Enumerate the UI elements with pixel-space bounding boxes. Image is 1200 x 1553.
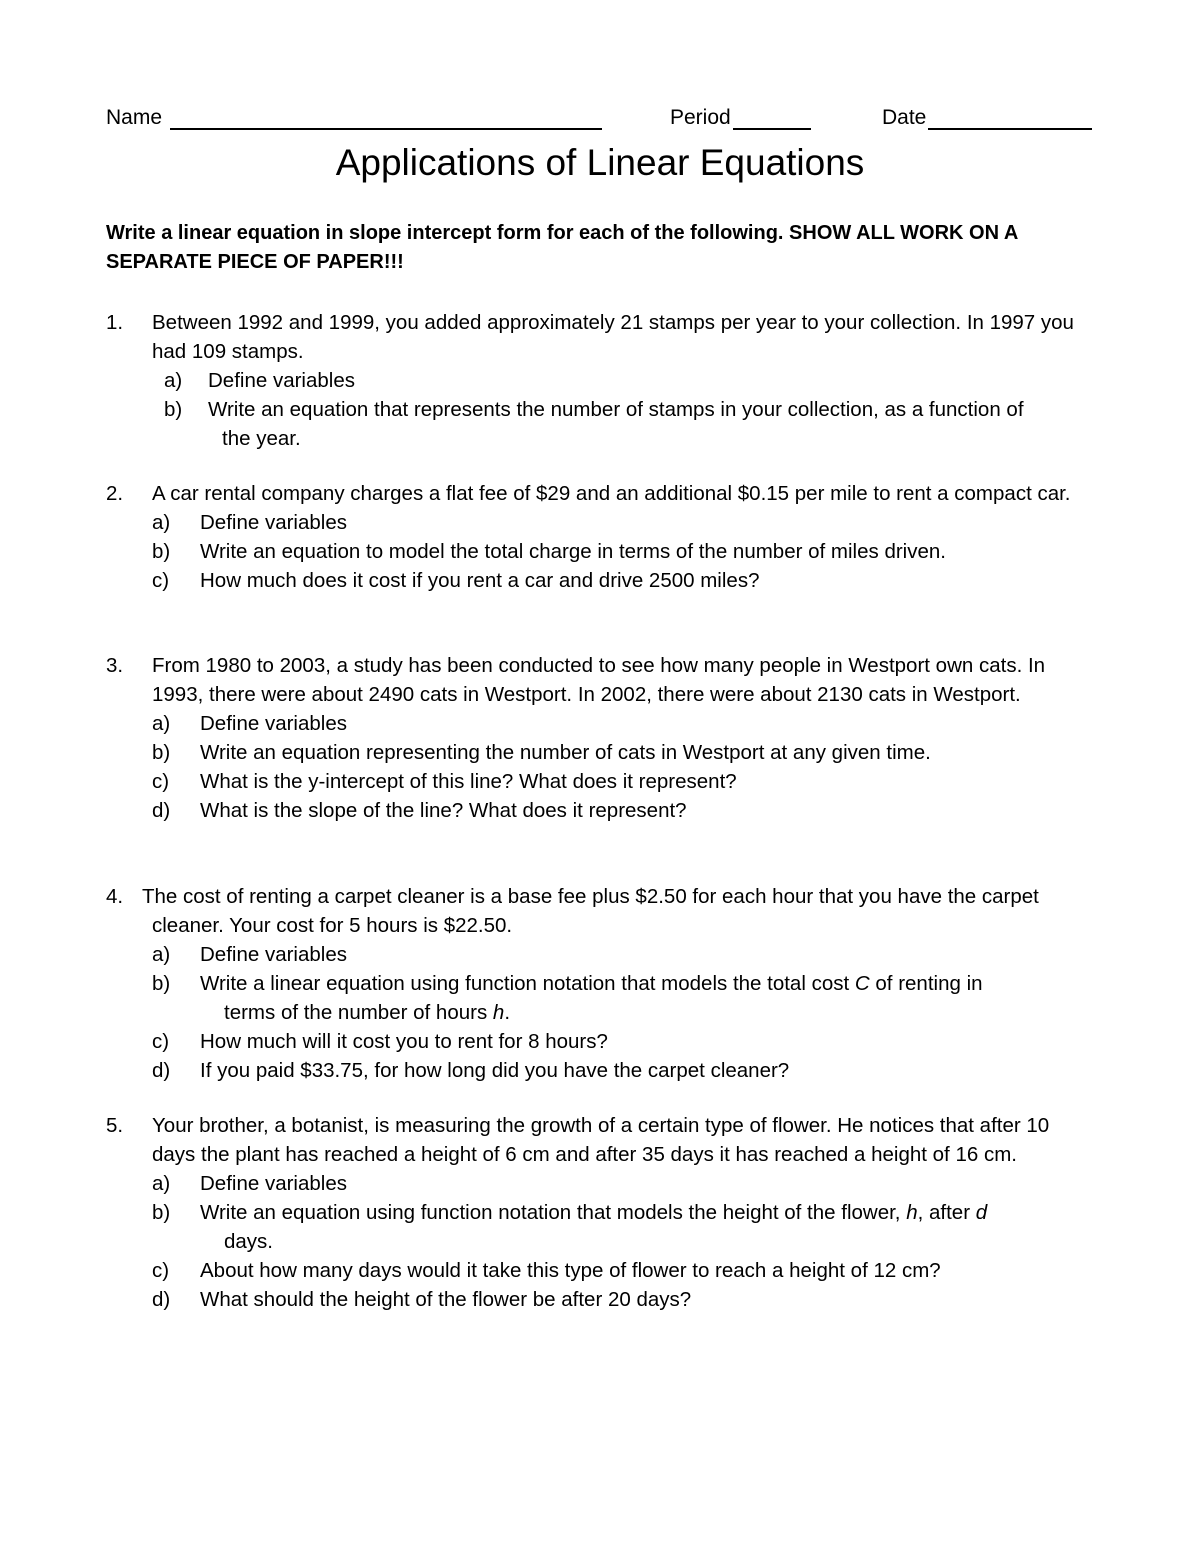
sub-text-line-2: the year. [222, 427, 301, 450]
period-field[interactable] [670, 106, 811, 130]
name-label: Name [106, 106, 163, 129]
question-5 [106, 1111, 1096, 1314]
name-field[interactable] [106, 106, 602, 130]
sub-label: b) [152, 972, 171, 995]
sub-question-d [152, 796, 1096, 825]
sub-text: Define variables [200, 943, 347, 966]
sub-question-c [152, 1027, 1096, 1056]
sub-question-d [152, 1285, 1096, 1314]
sub-text [200, 969, 1096, 1027]
header-row [106, 106, 1096, 136]
question-text [142, 882, 1096, 940]
sub-text-part: terms of the number of hours [224, 1001, 493, 1024]
sub-text-part: Write an equation using function notation that models the height of the flower, [200, 1201, 907, 1224]
sub-text: What should the height of the flower be after 20 days? [200, 1288, 692, 1311]
question-text: Between 1992 and 1999, you added approximately 21 stamps per year to your collection. In 1997 you had 109 stamps. [152, 311, 1074, 363]
sub-label: a) [152, 1172, 171, 1195]
sub-text: Define variables [200, 1172, 347, 1195]
period-blank-line[interactable] [733, 106, 811, 130]
sub-label: b) [152, 540, 171, 563]
sub-question-b [164, 395, 1096, 453]
question-text: From 1980 to 2003, a study has been conducted to see how many people in Westport own cats. In 1993, there were about 2490 cats in Westport. In 2002, there were about 2130 cats in Westport. [152, 654, 1046, 706]
sub-question-a [152, 508, 1096, 537]
sub-text-part: , after [917, 1201, 976, 1224]
question-number: 4. [106, 885, 124, 908]
sub-question-b [152, 738, 1096, 767]
sub-text-line-1: Write an equation that represents the number of stamps in your collection, as a function of [208, 398, 1024, 421]
sub-text: What is the y-intercept of this line? What does it represent? [200, 770, 737, 793]
sub-text-line-2: days. [224, 1230, 273, 1253]
sub-question-c [152, 566, 1096, 595]
page-title: Applications of Linear Equations [335, 142, 865, 183]
sub-label: a) [152, 943, 171, 966]
question-number: 1. [106, 311, 124, 334]
name-blank-line[interactable] [170, 106, 602, 130]
sub-question-a [152, 709, 1096, 738]
period-label: Period [670, 106, 731, 129]
question-4 [106, 882, 1096, 1085]
sub-question-a [152, 1169, 1096, 1198]
sub-text: Define variables [200, 511, 347, 534]
sub-text-part: of renting in [869, 972, 983, 995]
sub-label: d) [152, 799, 171, 822]
question-3 [106, 651, 1096, 825]
sub-label: c) [152, 569, 170, 592]
sub-text: Define variables [208, 369, 355, 392]
sub-label: c) [152, 770, 170, 793]
sub-text: Write an equation to model the total charge in terms of the number of miles driven. [200, 540, 946, 563]
sub-label: b) [164, 398, 183, 421]
sub-question-a [164, 366, 1096, 395]
question-number: 5. [106, 1114, 124, 1137]
question-text: Your brother, a botanist, is measuring the growth of a certain type of flower. He notices that after 10 days the plant has reached a height of 6 cm and after 35 days it has reached a height of 16 cm. [152, 1114, 1050, 1166]
date-field[interactable] [882, 106, 1092, 130]
sub-label: c) [152, 1259, 170, 1282]
instructions: Write a linear equation in slope intercept form for each of the following. SHOW ALL WORK ON A SEPARATE PIECE OF PAPER!!! [106, 222, 1018, 273]
sub-question-b [152, 1198, 1096, 1256]
sub-label: b) [152, 1201, 171, 1224]
question-1 [106, 308, 1096, 453]
variable-h: h [492, 1001, 505, 1024]
sub-label: c) [152, 1030, 170, 1053]
sub-label: a) [152, 712, 171, 735]
sub-label: d) [152, 1288, 171, 1311]
sub-question-b [152, 969, 1096, 1027]
sub-text: About how many days would it take this type of flower to reach a height of 12 cm? [200, 1259, 941, 1282]
question-text: A car rental company charges a flat fee of $29 and an additional $0.15 per mile to rent a compact car. [152, 482, 1071, 505]
sub-text [200, 1198, 1096, 1256]
sub-text [208, 395, 1096, 453]
sub-text-part: . [504, 1001, 511, 1024]
sub-text: How much will it cost you to rent for 8 hours? [200, 1030, 608, 1053]
sub-text-line-2 [200, 998, 1096, 1027]
date-label: Date [882, 106, 927, 129]
variable-d: d [975, 1201, 988, 1224]
sub-question-c [152, 767, 1096, 796]
sub-question-b [152, 537, 1096, 566]
sub-question-d [152, 1056, 1096, 1085]
sub-label: a) [152, 511, 171, 534]
question-text-line-2: cleaner. Your cost for 5 hours is $22.50. [152, 914, 513, 937]
question-text-line-1: The cost of renting a carpet cleaner is a base fee plus $2.50 for each hour that you have the carpet [142, 885, 1039, 908]
sub-text: Define variables [200, 712, 347, 735]
sub-text: What is the slope of the line? What does it represent? [200, 799, 687, 822]
sub-question-a [152, 940, 1096, 969]
sub-label: b) [152, 741, 171, 764]
variable-c: C [854, 972, 870, 995]
sub-text: How much does it cost if you rent a car and drive 2500 miles? [200, 569, 760, 592]
date-blank-line[interactable] [928, 106, 1092, 130]
sub-label: d) [152, 1059, 171, 1082]
sub-text: If you paid $33.75, for how long did you have the carpet cleaner? [200, 1059, 790, 1082]
sub-question-c [152, 1256, 1096, 1285]
question-number: 2. [106, 482, 124, 505]
sub-text: Write an equation representing the number of cats in Westport at any given time. [200, 741, 931, 764]
sub-text-part: Write a linear equation using function notation that models the total cost [200, 972, 855, 995]
question-number: 3. [106, 654, 124, 677]
sub-label: a) [164, 369, 183, 392]
question-2 [106, 479, 1096, 595]
variable-h: h [906, 1201, 918, 1224]
